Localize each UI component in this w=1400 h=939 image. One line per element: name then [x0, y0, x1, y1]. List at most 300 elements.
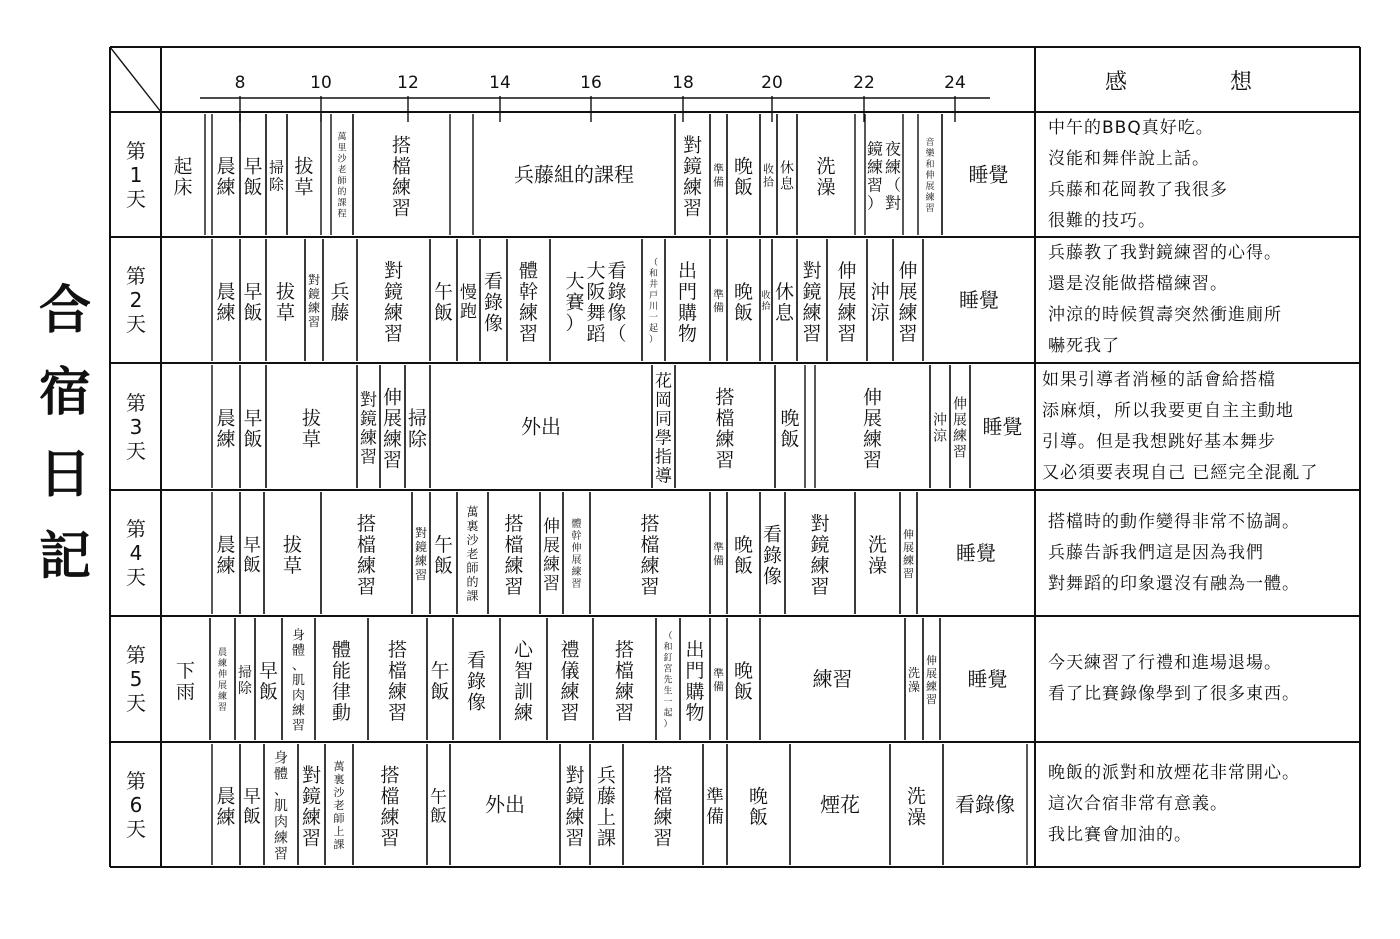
block-label-char: 錄 — [607, 281, 627, 303]
block-label-char: 準 — [713, 162, 724, 176]
schedule-block — [710, 492, 727, 614]
block-label-char: ） — [866, 193, 884, 213]
block-label-char: 習 — [301, 827, 322, 850]
schedule-block — [240, 239, 266, 361]
hour-tick-label: 16 — [580, 73, 602, 93]
block-label-char: 音 — [925, 138, 935, 148]
block-label-char: 像 — [762, 565, 783, 588]
schedule-block — [942, 114, 1035, 235]
block-label-char: 備 — [713, 175, 724, 189]
block-label-char: 檔 — [356, 534, 377, 556]
block-label-char: 準 — [706, 786, 724, 808]
schedule-block — [760, 618, 905, 740]
block-label-char: 對 — [810, 513, 830, 535]
block-label-char: 習 — [291, 718, 306, 734]
block-label-char: 鏡 — [307, 287, 321, 301]
block-label-char: 習 — [571, 579, 582, 590]
schedule-block — [710, 114, 727, 235]
block-label-char: 指 — [655, 447, 672, 468]
block-label-char: 對 — [682, 134, 703, 157]
schedule-block — [323, 239, 357, 361]
block-label-char: 晨 — [216, 534, 236, 556]
block-label-char: 習 — [866, 175, 884, 195]
block-label: 外出 — [521, 414, 561, 439]
hour-tick-label: 14 — [489, 73, 511, 93]
block-label-char: 練 — [953, 428, 967, 445]
block-label-char: 兵 — [330, 281, 350, 303]
block-label-char: 物 — [685, 702, 705, 724]
day-label-part: 4 — [129, 541, 143, 565]
schedule-block — [930, 365, 950, 488]
block-label: 睡覺 — [968, 162, 1009, 187]
block-label-char: 備 — [706, 806, 724, 828]
schedule-block — [235, 618, 255, 740]
schedule-block — [760, 492, 785, 614]
schedule-block — [368, 618, 427, 740]
block-label-char: 沙 — [333, 786, 345, 799]
schedule-block — [357, 239, 430, 361]
block-label-char: 下 — [175, 660, 196, 682]
block-label-char: 練 — [866, 157, 884, 177]
day-label-part: 第 — [126, 517, 146, 541]
block-label: 兵藤組的課程 — [514, 162, 634, 187]
block-label-char: 午 — [433, 534, 454, 556]
block-label-char: 搭 — [614, 639, 635, 661]
block-label-char: 肌 — [291, 673, 306, 689]
block-label-char: 練 — [504, 555, 524, 577]
block-label-char: 練 — [391, 176, 412, 199]
day-thoughts — [1048, 113, 1228, 237]
block-label-char: 晨 — [216, 281, 236, 303]
schedule-block — [380, 365, 405, 488]
block-label-char: 練 — [387, 681, 408, 703]
block-label-char: 習 — [504, 576, 524, 598]
block-label-char: 練 — [640, 555, 660, 577]
schedule-block — [785, 492, 855, 614]
block-label-char: 習 — [653, 827, 673, 850]
block-label-char: 練 — [903, 554, 914, 567]
block-label-char: 伸 — [382, 386, 403, 409]
block-label-char: 晚 — [733, 155, 754, 178]
block-label-char: 飯 — [243, 555, 261, 576]
block-label-char: 川 — [648, 302, 659, 312]
block-label-char: 草 — [294, 176, 314, 199]
day-label — [112, 139, 160, 211]
schedule-block — [412, 492, 430, 614]
thought-line: 兵藤和花岡教了我很多 — [1048, 179, 1228, 200]
block-label-char: 習 — [356, 576, 377, 598]
block-label-char: 澡 — [906, 806, 927, 829]
block-label-char: 練 — [414, 554, 428, 568]
block-label-char: 門 — [677, 281, 698, 303]
block-label-char: 師 — [466, 561, 479, 575]
block-label-char: 練 — [383, 302, 404, 324]
block-label-char: 伸 — [571, 543, 582, 554]
day-label-part: 天 — [126, 816, 146, 841]
schedule-block — [923, 239, 1035, 361]
block-label-char: 購 — [677, 302, 698, 324]
block-label-char: 幹 — [518, 281, 539, 303]
schedule-block — [240, 744, 264, 865]
block-label-char: 鏡 — [682, 155, 703, 178]
block-label-char: 老 — [337, 165, 347, 176]
block-label-char: 檔 — [387, 660, 408, 682]
block-label-char: 錄 — [483, 291, 504, 314]
block-label-char: 對 — [301, 764, 322, 787]
block-label-char: 課 — [333, 838, 345, 851]
block-label-char: 同 — [655, 409, 672, 430]
block-label-char: 早 — [243, 155, 263, 178]
block-label-char: 晚 — [780, 407, 800, 430]
schedule-block — [970, 365, 1035, 488]
schedule-block — [652, 365, 675, 488]
block-label-char: 、 — [291, 658, 306, 674]
day-label-part: 天 — [126, 312, 146, 336]
schedule-block — [563, 492, 590, 614]
schedule-block — [827, 239, 867, 361]
schedule-block — [507, 239, 550, 361]
block-label-char: 拔 — [294, 155, 314, 178]
block-label-char: 練 — [715, 428, 735, 451]
block-label-char: 練 — [810, 555, 830, 577]
block-label-char: 晨 — [216, 155, 236, 178]
schedule-block — [315, 618, 368, 740]
block-label-char: 備 — [713, 554, 724, 567]
block-label-char: 飯 — [733, 681, 754, 703]
block-label-char: 搭 — [387, 639, 408, 661]
block-label-char: 對 — [565, 764, 585, 787]
block-label-char: 習 — [862, 449, 883, 472]
block-label: 看錄像 — [955, 792, 1015, 817]
block-label-char: 檔 — [715, 407, 735, 430]
block-label-char: 夜 — [884, 139, 902, 159]
block-label-char: 練 — [802, 302, 822, 324]
block-label-char: 出 — [677, 260, 698, 282]
hour-tick-label: 18 — [672, 73, 694, 93]
schedule-block — [867, 239, 893, 361]
block-label-char: 展 — [862, 407, 883, 430]
block-label-char: 看 — [483, 270, 504, 293]
day-thoughts — [1048, 507, 1300, 600]
schedule-block — [865, 114, 903, 235]
block-label-char: 一 — [648, 313, 659, 323]
schedule-block — [212, 744, 240, 865]
block-label-char: 展 — [953, 412, 967, 429]
block-label-char: 身 — [291, 628, 306, 644]
block-label-char: 習 — [518, 323, 539, 345]
block-label-char: 搭 — [640, 513, 660, 535]
block-label-char: 澡 — [867, 555, 888, 577]
block-label-char: 習 — [565, 827, 585, 850]
block-label-char: 習 — [387, 702, 408, 724]
schedule-block — [212, 492, 240, 614]
block-label: 睡覺 — [967, 667, 1008, 691]
block-label-char: 體 — [518, 260, 539, 282]
schedule-block — [760, 114, 777, 235]
block-label-char: 幹 — [571, 531, 582, 542]
block-label-char: 訓 — [513, 681, 534, 703]
schedule-block — [331, 114, 353, 235]
schedule-block — [480, 239, 507, 361]
schedule-block — [473, 114, 675, 235]
block-label-char: 午 — [433, 281, 454, 303]
schedule-block — [266, 114, 287, 235]
block-label-char: 課 — [337, 198, 347, 209]
block-label-char: 心 — [513, 639, 534, 661]
block-label-char: 習 — [837, 323, 857, 345]
schedule-block — [161, 618, 210, 740]
block-label-char: 伸 — [925, 171, 935, 181]
block-label-char: 習 — [391, 197, 412, 220]
thoughts-header: 感 想 — [1105, 70, 1300, 95]
schedule-block — [353, 114, 450, 235]
block-label-char: 飯 — [433, 555, 454, 577]
thought-line: 看了比賽錄像學到了很多東西。 — [1048, 684, 1300, 704]
block-label-char: 練 — [560, 681, 580, 703]
thought-line: 又必須要表現自己 已經完全混亂了 — [1042, 462, 1319, 483]
thought-line: 沖涼的時候賀壽突然衝進廁所 — [1048, 305, 1282, 325]
block-label-char: 練 — [382, 428, 403, 451]
block-label-char: 習 — [802, 323, 822, 345]
block-label-char: 萬 — [466, 505, 479, 519]
schedule-block — [264, 744, 298, 865]
schedule-block — [680, 618, 710, 740]
block-label-char: 飯 — [430, 806, 447, 827]
block-label-char: 伸 — [903, 528, 914, 541]
block-label-char: 涼 — [870, 302, 890, 324]
day-label-part: 天 — [126, 565, 146, 589]
block-label-char: 習 — [898, 323, 918, 345]
day-label-part: 第 — [126, 390, 146, 415]
schedule-block — [298, 744, 325, 865]
schedule-block — [590, 744, 623, 865]
block-label-char: 習 — [360, 447, 377, 468]
day-label-part: 天 — [126, 691, 146, 715]
block-label-char: 能 — [331, 660, 352, 682]
schedule-block — [457, 239, 480, 361]
schedule-block — [727, 239, 760, 361]
day-label — [112, 643, 160, 715]
block-label-char: 練 — [307, 301, 321, 315]
block-label-char: 賽 — [565, 291, 585, 314]
block-label-char: 飯 — [748, 806, 769, 829]
block-label-char: 習 — [614, 702, 635, 724]
block-label-char: 練 — [216, 428, 236, 451]
block-label-char: 掃 — [407, 407, 428, 430]
schedule-block — [772, 239, 797, 361]
schedule-block — [815, 365, 930, 488]
thought-line: 還是沒能做搭檔練習。 — [1048, 274, 1228, 294]
block-label-char: 鏡 — [810, 534, 830, 556]
block-label-char: 兵 — [596, 764, 617, 787]
block-label-char: 舞 — [586, 302, 606, 324]
block-label-char: （ — [607, 323, 627, 345]
block-label-char: 伸 — [926, 654, 937, 667]
schedule-block — [727, 618, 760, 740]
schedule-block — [797, 239, 827, 361]
schedule-block — [642, 239, 665, 361]
thought-line: 晚飯的派對和放煙花非常開心。 — [1048, 763, 1300, 783]
thought-line: 很難的技巧。 — [1048, 210, 1156, 231]
block-label-char: 練 — [518, 302, 539, 324]
block-label-char: 練 — [884, 157, 902, 177]
schedule-block — [353, 744, 427, 865]
block-label-char: 鏡 — [360, 409, 377, 430]
block-label-char: （ — [884, 175, 902, 195]
thought-line: 兵藤告訴我們這是因為我們 — [1048, 542, 1264, 563]
block-label-char: 習 — [926, 693, 937, 706]
block-label-char: 晨 — [216, 407, 236, 430]
block-label-char: 展 — [571, 555, 582, 566]
block-label-char: 和 — [663, 642, 673, 653]
block-label-char: 洗 — [907, 666, 921, 680]
schedule-block — [710, 618, 727, 740]
schedule-block — [210, 618, 235, 740]
block-label-char: 宮 — [663, 664, 673, 675]
block-label-char: 飯 — [243, 806, 261, 828]
day-label-part: 第 — [126, 643, 146, 667]
block-label-char: 練 — [216, 302, 236, 324]
block-label-char: 對 — [307, 273, 321, 287]
block-label-char: ） — [565, 312, 585, 335]
block-label-char: 晚 — [733, 534, 754, 556]
block-label-char: 伸 — [862, 386, 883, 409]
block-label-char: 飯 — [243, 302, 263, 324]
block-label-char: 洗 — [816, 155, 836, 178]
block-label-char: 搭 — [391, 134, 412, 157]
block-label-char: ） — [663, 719, 673, 730]
schedule-block — [593, 618, 656, 740]
block-label-char: 午 — [430, 787, 447, 808]
block-label-char: 程 — [337, 209, 347, 220]
day-thoughts — [1048, 238, 1282, 362]
block-label-char: 習 — [274, 846, 288, 863]
block-label-char: 伸 — [543, 517, 560, 537]
block-label-char: 體 — [291, 643, 306, 659]
schedule-block — [950, 365, 970, 488]
day-label-part: 天 — [126, 438, 146, 463]
block-label-char: 雨 — [175, 681, 196, 703]
block-label-char: 展 — [217, 681, 228, 691]
block-label-char: 禮 — [560, 639, 580, 661]
schedule-block — [405, 365, 430, 488]
block-label-char: 生 — [663, 686, 673, 697]
schedule-block — [427, 618, 453, 740]
block-label-char: 早 — [243, 535, 261, 556]
block-label-char: 草 — [301, 428, 322, 451]
thought-line: 中午的BBQ真好吃。 — [1048, 117, 1214, 138]
title-char: 宿 — [38, 363, 91, 423]
block-label-char: 展 — [543, 536, 560, 556]
block-label-char: 看 — [762, 523, 783, 546]
block-label-char: 和 — [925, 160, 935, 170]
block-label-char: 收 — [763, 162, 774, 176]
day-label-part: 6 — [129, 792, 143, 817]
day-label-part: 天 — [126, 186, 146, 211]
block-label-char: 床 — [173, 176, 193, 199]
block-label-char: 準 — [713, 288, 724, 301]
block-label-char: 的 — [337, 187, 347, 198]
block-label-char: 休 — [774, 281, 795, 303]
thought-line: 嚇死我了 — [1048, 336, 1120, 356]
block-label-char: 起 — [173, 155, 193, 178]
schedule-block — [453, 618, 500, 740]
schedule-block — [790, 744, 890, 865]
schedule-block — [918, 114, 942, 235]
block-label-char: 像 — [466, 691, 487, 714]
block-label-char: 購 — [685, 681, 705, 703]
block-label-char: 習 — [560, 702, 580, 724]
block-label-char: 沖 — [870, 281, 890, 303]
block-label-char: 律 — [331, 681, 352, 703]
block-label-char: 飯 — [258, 681, 279, 703]
schedule-block — [710, 239, 727, 361]
block-label-char: 肉 — [274, 814, 288, 831]
schedule-block — [321, 492, 412, 614]
block-label-char: 伸 — [898, 260, 918, 282]
thought-line: 兵藤教了我對鏡練習的心得。 — [1048, 243, 1282, 263]
block-label-char: 練 — [682, 176, 703, 199]
block-label-char: 拾 — [763, 175, 774, 189]
schedule-block — [212, 365, 240, 488]
block-label-char: 檔 — [640, 534, 660, 556]
block-label-char: 阪 — [586, 281, 606, 303]
block-label-char: 練 — [380, 806, 400, 829]
hour-tick-label: 10 — [310, 73, 332, 93]
thought-line: 這次合宿非常有意義。 — [1048, 794, 1228, 814]
block-label-char: 戸 — [648, 291, 659, 301]
hour-tick-label: 12 — [397, 73, 419, 93]
schedule-block — [890, 744, 943, 865]
block-label-char: 看 — [466, 649, 487, 672]
block-label-char: 早 — [243, 281, 263, 303]
block-label-char: 練 — [926, 680, 937, 693]
block-label-char: 練 — [217, 659, 228, 669]
block-label-char: 上 — [333, 825, 345, 838]
block-label-char: 蹈 — [586, 323, 606, 345]
block-label-char: 鏡 — [383, 281, 404, 303]
day-label — [112, 517, 160, 589]
block-label-char: 晚 — [733, 281, 754, 303]
thought-line: 我比賽會加油的。 — [1048, 825, 1192, 845]
block-label-char: 除 — [407, 428, 428, 451]
block-label-char: 檔 — [614, 660, 635, 682]
block-label-char: 搭 — [715, 386, 735, 409]
block-label-char: 像 — [607, 302, 627, 324]
block-label-char: 檔 — [391, 155, 412, 178]
block-label-char: 沙 — [466, 533, 479, 547]
block-label-char: 除 — [238, 681, 252, 697]
block-label-char: 體 — [274, 766, 288, 783]
day-label-part: 3 — [129, 414, 143, 439]
block-label-char: 起 — [648, 324, 659, 334]
block-label-char: 身 — [274, 750, 288, 767]
schedule-block — [675, 114, 710, 235]
block-label-char: 拔 — [275, 281, 296, 303]
schedule-block — [357, 365, 380, 488]
day-label-part: 1 — [129, 162, 143, 187]
block-label-char: 搭 — [356, 513, 377, 535]
block-label-char: 物 — [677, 323, 698, 345]
schedule-block — [325, 744, 353, 865]
block-label-char: 錄 — [762, 544, 783, 567]
schedule-block — [212, 239, 240, 361]
block-label-char: 里 — [337, 143, 347, 154]
day-label — [112, 391, 160, 463]
block-label-char: 飯 — [733, 555, 754, 577]
block-label-char: 大 — [586, 260, 606, 282]
thought-line: 今天練習了行禮和進場退場。 — [1048, 653, 1282, 673]
